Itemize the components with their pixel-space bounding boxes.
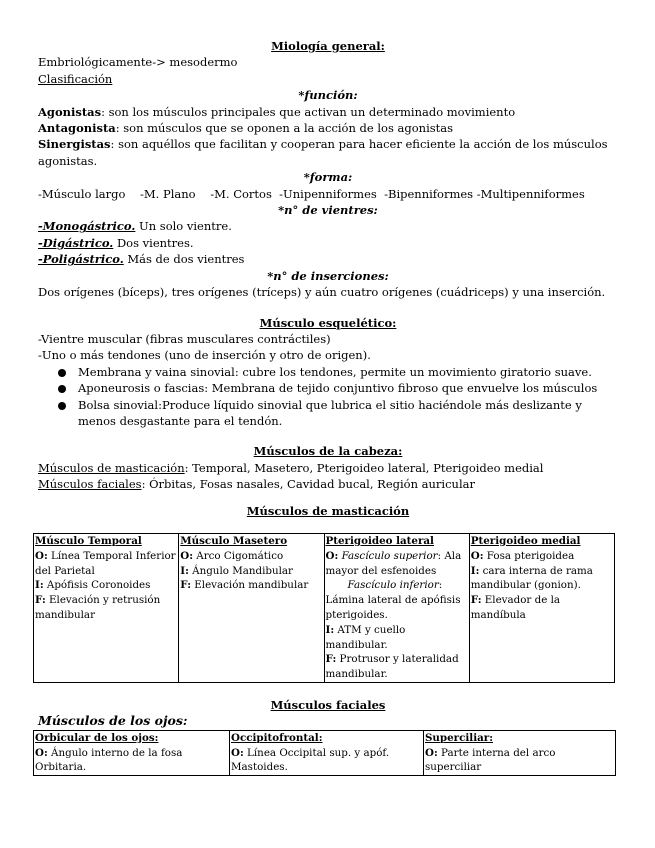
def-antagonista: : son músculos que se oponen a la acción de los agonistas bbox=[115, 121, 454, 136]
term-sinergistas: Sinergistas bbox=[38, 137, 111, 152]
fasciculo-superior-label: Fascículo superior bbox=[341, 549, 438, 562]
forma-item: -M. Plano bbox=[140, 186, 196, 201]
masticacion-label: Músculos de masticación bbox=[38, 460, 185, 475]
funcion-item bbox=[38, 104, 618, 120]
page-title: Miología general: bbox=[271, 39, 385, 53]
table-cell-temporal bbox=[34, 533, 179, 682]
def-monogastrico: Un solo vientre. bbox=[135, 219, 232, 234]
forma-item: -M. Cortos bbox=[210, 186, 272, 201]
column-header: Occipitofrontal: bbox=[231, 731, 323, 744]
esqueletico-line: -Vientre muscular (fibras musculares contráctiles) bbox=[38, 331, 331, 346]
masticacion-text: : Temporal, Masetero, Pterigoideo lateral, Pterigoideo medial bbox=[184, 460, 544, 475]
funcion-item bbox=[38, 120, 618, 136]
table-row bbox=[34, 730, 616, 775]
vientre-item bbox=[38, 218, 618, 234]
column-header: Orbicular de los ojos: bbox=[35, 731, 159, 744]
forma-item: -Bipenniformes bbox=[384, 186, 474, 201]
ojos-subheading: Músculos de los ojos: bbox=[38, 713, 188, 729]
insertion-text: Apófisis Coronoides bbox=[43, 579, 151, 592]
def-digastrico: Dos vientres. bbox=[113, 235, 194, 250]
term-agonistas: Agonistas bbox=[38, 104, 102, 119]
funcion-heading: *función: bbox=[298, 88, 358, 103]
inserciones-heading: *n° de inserciones: bbox=[267, 268, 389, 283]
origin-text: Fosa pterigoidea bbox=[483, 549, 575, 562]
column-header: Músculo Masetero bbox=[180, 534, 288, 547]
forma-list bbox=[38, 186, 618, 202]
faciales-label: Músculos faciales bbox=[38, 477, 142, 492]
term-poligastrico: -Poligástrico. bbox=[38, 252, 124, 267]
fasciculo-inferior-text: : Lámina lateral de apófisis pterigoides. bbox=[325, 579, 461, 621]
esqueletico-heading: Músculo esquelético: bbox=[259, 315, 397, 330]
fasciculo-inferior-label: Fascículo inferior bbox=[347, 579, 439, 592]
origin-label: O: bbox=[325, 549, 339, 562]
origin-label: O: bbox=[470, 549, 484, 562]
cabeza-masticacion-line bbox=[38, 460, 618, 476]
forma-item: -Multipenniformes bbox=[476, 186, 585, 201]
origin-text: Arco Cigomático bbox=[193, 549, 284, 562]
table-cell-pterigoideo-medial bbox=[469, 533, 614, 682]
origin-label: O: bbox=[35, 549, 48, 562]
function-text: Protrusor y lateralidad mandibular. bbox=[325, 653, 459, 681]
column-header: Superciliar: bbox=[425, 731, 494, 744]
vientre-item bbox=[38, 235, 618, 251]
origin-text: Ángulo interno de la fosa Orbitaria. bbox=[35, 746, 183, 774]
faciales-heading: Músculos faciales bbox=[270, 697, 386, 712]
column-header: Pterigoideo lateral bbox=[325, 534, 434, 547]
column-header: Pterigoideo medial bbox=[470, 534, 581, 547]
classification-label: Clasificación bbox=[38, 71, 113, 86]
insertion-text: ATM y cuello mandibular. bbox=[325, 623, 406, 651]
origin-text: Parte interna del arco superciliar bbox=[425, 746, 556, 774]
faciales-text: : Órbitas, Fosas nasales, Cavidad bucal, Región auricular bbox=[141, 477, 475, 492]
cabeza-heading: Músculos de la cabeza: bbox=[253, 444, 403, 459]
table-cell-orbicular bbox=[34, 730, 230, 775]
insertion-text: Ángulo Mandibular bbox=[188, 564, 293, 577]
insertion-label: I: bbox=[35, 579, 44, 592]
forma-heading: *forma: bbox=[303, 170, 353, 185]
table-cell-pterigoideo-lateral bbox=[324, 533, 469, 682]
bullet-item: Membrana y vaina sinovial: cubre los tendones, permite un movimiento giratorio suave. bbox=[78, 364, 618, 380]
term-antagonista: Antagonista bbox=[38, 121, 116, 136]
esqueletico-line: -Uno o más tendones (uno de inserción y otro de origen). bbox=[38, 348, 371, 363]
funcion-item bbox=[38, 136, 618, 169]
function-text: Elevación mandibular bbox=[191, 579, 309, 592]
origin-text: Línea Occipital sup. y apóf. Mastoides. bbox=[231, 746, 390, 774]
function-label: F: bbox=[470, 594, 482, 607]
origin-label: O: bbox=[231, 746, 244, 759]
table-cell-superciliar bbox=[424, 730, 616, 775]
def-agonistas: : son los músculos principales que activan un determinado movimiento bbox=[101, 104, 516, 119]
insertion-label: I: bbox=[180, 564, 189, 577]
origin-label: O: bbox=[35, 746, 48, 759]
def-poligastrico: Más de dos vientres bbox=[123, 252, 245, 267]
function-text: Elevador de la mandíbula bbox=[470, 594, 561, 621]
cabeza-faciales-line bbox=[38, 476, 618, 492]
vientre-item bbox=[38, 251, 618, 267]
fasciculo-superior-text: : Ala mayor del esfenoides bbox=[325, 549, 462, 577]
bullet-item: Aponeurosis o fascias: Membrana de tejido conjuntivo fibroso que envuelve los músculos bbox=[78, 380, 618, 396]
insertion-label: I: bbox=[470, 564, 480, 577]
faciales-table bbox=[33, 730, 616, 776]
forma-item: -Unipenniformes bbox=[279, 186, 377, 201]
table-cell-occipitofrontal bbox=[230, 730, 424, 775]
table-row bbox=[34, 533, 615, 682]
forma-item: -Músculo largo bbox=[38, 186, 126, 201]
function-text: Elevación y retrusión mandibular bbox=[35, 594, 161, 621]
term-monogastrico: -Monogástrico. bbox=[38, 219, 136, 234]
table-cell-masetero bbox=[179, 533, 324, 682]
term-digastrico: -Digástrico. bbox=[38, 235, 114, 250]
function-label: F: bbox=[325, 653, 337, 666]
masticacion-table-heading: Músculos de masticación bbox=[246, 503, 410, 518]
embryology-line: Embriológicamente-> mesodermo bbox=[38, 55, 238, 70]
inserciones-text: Dos orígenes (bíceps), tres orígenes (tríceps) y aún cuatro orígenes (cuádriceps) y una inserción. bbox=[38, 285, 606, 300]
function-label: F: bbox=[180, 579, 191, 592]
masticacion-table bbox=[33, 533, 615, 683]
origin-label: O: bbox=[180, 549, 194, 562]
bullet-item: Bolsa sinovial:Produce líquido sinovial que lubrica el sitio haciéndole más deslizante y menos desgastante para el tendón. bbox=[78, 397, 618, 430]
esqueletico-bullets bbox=[38, 364, 618, 430]
insertion-label: I: bbox=[325, 623, 335, 636]
column-header: Músculo Temporal bbox=[35, 534, 142, 547]
vientres-heading: *n° de vientres: bbox=[278, 203, 378, 218]
origin-text: Línea Temporal Inferior del Parietal bbox=[35, 549, 176, 577]
document-page bbox=[35, 38, 618, 776]
function-label: F: bbox=[35, 594, 46, 607]
def-sinergistas: : son aquéllos que facilitan y cooperan para hacer eficiente la acción de los músculos agonistas. bbox=[38, 137, 608, 168]
origin-label: O: bbox=[425, 746, 438, 759]
insertion-text: cara interna de rama mandibular (gonion). bbox=[470, 564, 593, 592]
